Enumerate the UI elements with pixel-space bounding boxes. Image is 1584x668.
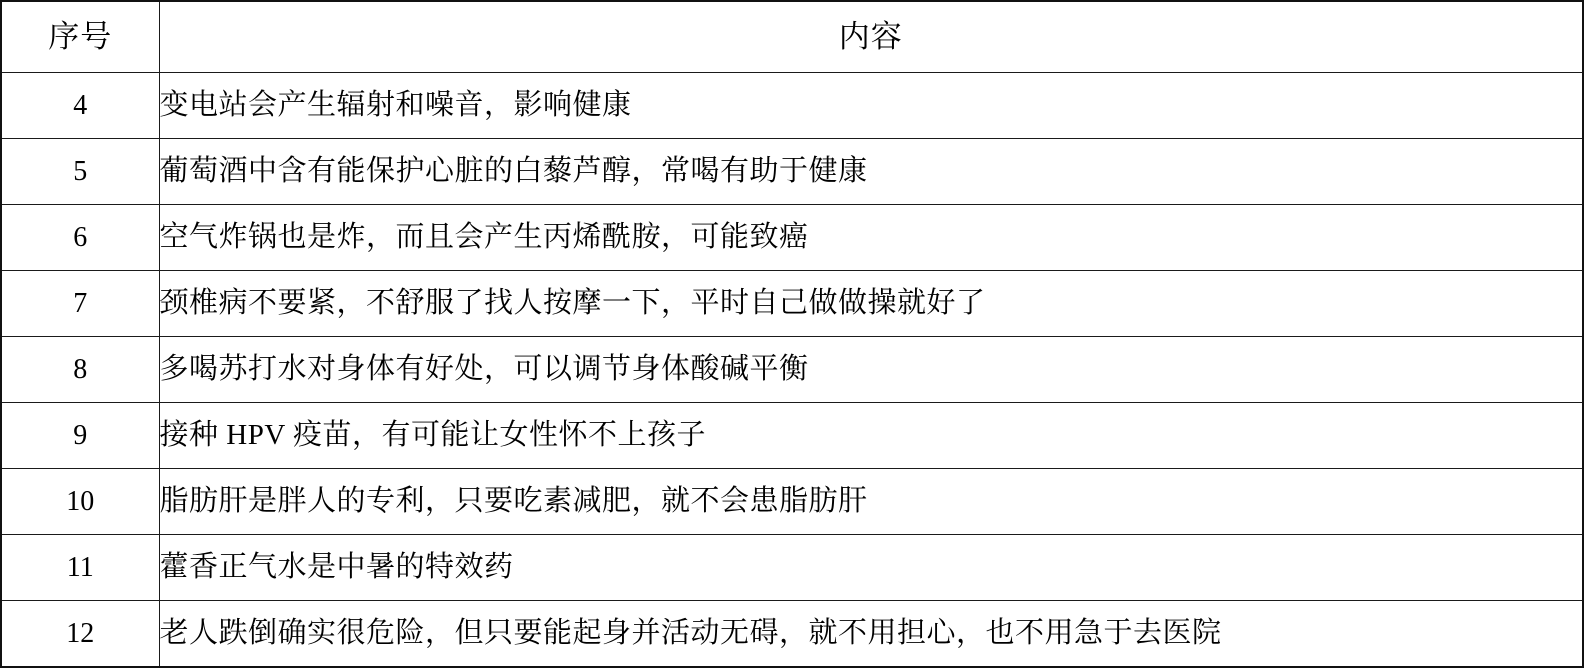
table-row [1, 469, 1583, 535]
column-header-index: 序号 [1, 1, 159, 73]
table-row [1, 271, 1583, 337]
row-index: 5 [1, 139, 159, 205]
table-body [1, 73, 1583, 668]
row-index: 12 [1, 601, 159, 668]
row-content: 空气炸锅也是炸，而且会产生丙烯酰胺，可能致癌 [159, 205, 1583, 271]
row-index: 8 [1, 337, 159, 403]
row-index: 11 [1, 535, 159, 601]
table-row [1, 535, 1583, 601]
table-header [1, 1, 1583, 73]
row-index: 10 [1, 469, 159, 535]
table-row [1, 73, 1583, 139]
row-index: 6 [1, 205, 159, 271]
table-row [1, 601, 1583, 668]
table-row [1, 139, 1583, 205]
table-row [1, 337, 1583, 403]
row-content: 多喝苏打水对身体有好处，可以调节身体酸碱平衡 [159, 337, 1583, 403]
column-header-content: 内容 [159, 1, 1583, 73]
table-header-row [1, 1, 1583, 73]
table-row [1, 403, 1583, 469]
row-content: 老人跌倒确实很危险，但只要能起身并活动无碍，就不用担心，也不用急于去医院 [159, 601, 1583, 668]
row-content: 藿香正气水是中暑的特效药 [159, 535, 1583, 601]
row-content: 颈椎病不要紧，不舒服了找人按摩一下，平时自己做做操就好了 [159, 271, 1583, 337]
row-index: 4 [1, 73, 159, 139]
row-index: 7 [1, 271, 159, 337]
row-content: 变电站会产生辐射和噪音，影响健康 [159, 73, 1583, 139]
table-row [1, 205, 1583, 271]
row-content: 脂肪肝是胖人的专利，只要吃素减肥，就不会患脂肪肝 [159, 469, 1583, 535]
row-content: 接种 HPV 疫苗，有可能让女性怀不上孩子 [159, 403, 1583, 469]
row-content: 葡萄酒中含有能保护心脏的白藜芦醇，常喝有助于健康 [159, 139, 1583, 205]
row-index: 9 [1, 403, 159, 469]
